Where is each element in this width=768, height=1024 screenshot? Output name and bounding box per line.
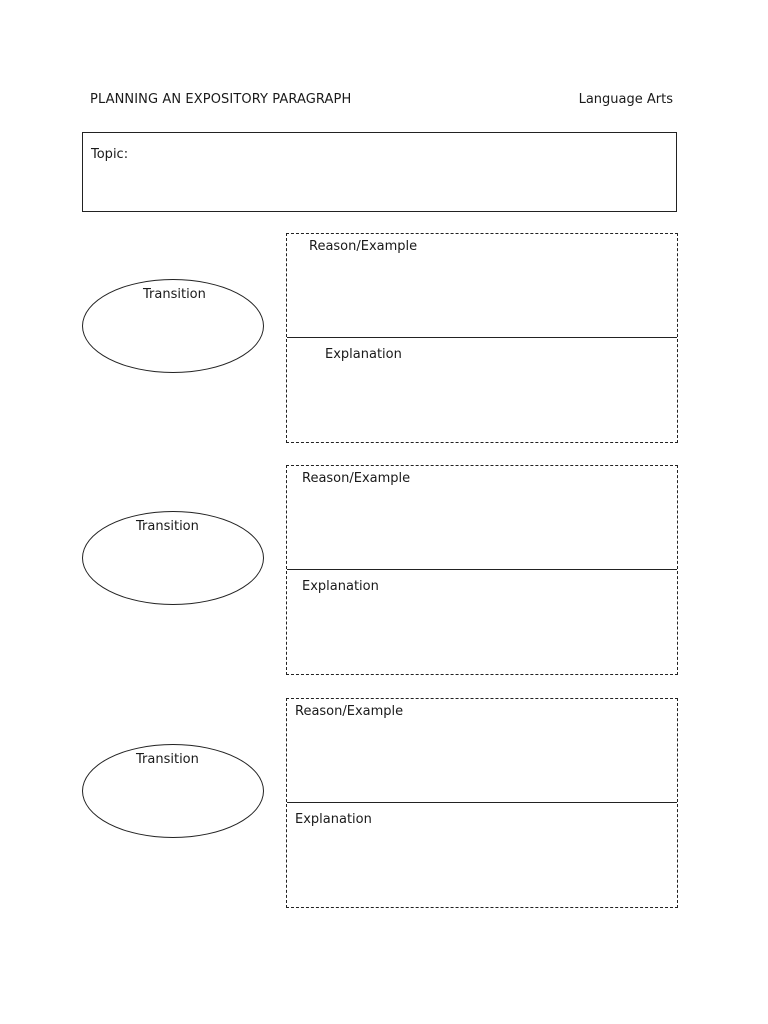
- transition-label: Transition: [136, 519, 199, 534]
- reason-example-label: Reason/Example: [302, 471, 411, 486]
- reason-example-label: Reason/Example: [309, 239, 418, 254]
- transition-label: Transition: [143, 287, 206, 302]
- explanation-label: Explanation: [295, 812, 372, 827]
- transition-oval[interactable]: [82, 279, 264, 373]
- reason-example-label: Reason/Example: [295, 704, 404, 719]
- paragraph-section-1: [0, 233, 768, 443]
- box-divider: [287, 569, 677, 570]
- worksheet-title: PLANNING AN EXPOSITORY PARAGRAPH: [90, 92, 352, 107]
- explanation-label: Explanation: [325, 347, 402, 362]
- box-divider: [287, 802, 677, 803]
- topic-box[interactable]: [82, 132, 677, 212]
- box-divider: [287, 337, 677, 338]
- reason-explanation-box: [286, 698, 678, 908]
- transition-label: Transition: [136, 752, 199, 767]
- transition-oval[interactable]: [82, 744, 264, 838]
- topic-label: Topic:: [91, 147, 129, 162]
- subject-label: Language Arts: [578, 92, 673, 107]
- explanation-label: Explanation: [302, 579, 379, 594]
- paragraph-section-2: [0, 465, 768, 675]
- reason-explanation-box: [286, 465, 678, 675]
- transition-oval[interactable]: [82, 511, 264, 605]
- reason-explanation-box: [286, 233, 678, 443]
- paragraph-section-3: [0, 698, 768, 908]
